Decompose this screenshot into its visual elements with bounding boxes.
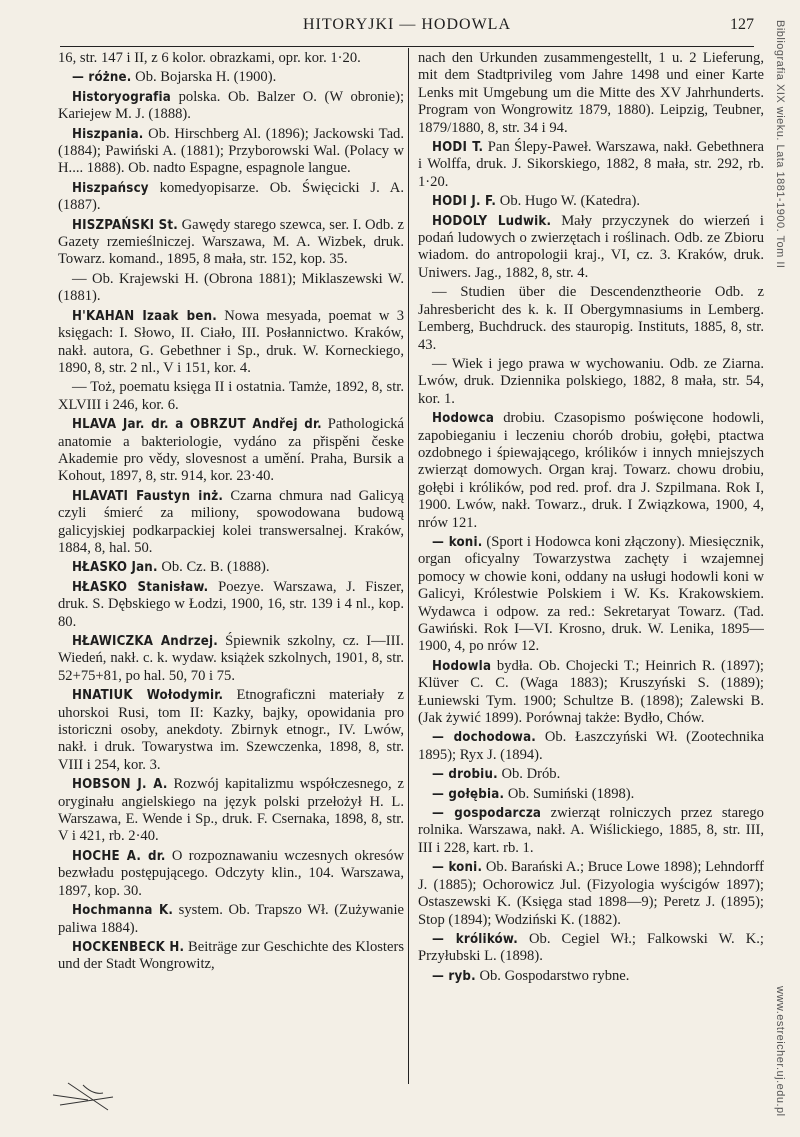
bibliography-entry bbox=[58, 776, 404, 846]
entry-text: Ob. Bojarska H. (1900). bbox=[131, 69, 277, 86]
bibliography-entry bbox=[418, 534, 764, 656]
entry-headword: HLAVA Jar. dr. a OBRZUT Andřej dr. bbox=[72, 417, 322, 433]
entry-text: Ob. Barański A.; Bruce Lowe 1898); Lehndorff J. (1885); Ochorowicz Jul. (Fizyologia wyścigów 1897); Ostaszewski K. (Księga stad 1898—9); Peretz J. (1895); Stop (1894); Wodziński K. (1882). bbox=[418, 859, 764, 928]
entry-text: Rozwój kapitalizmu współczesnego, z oryginału angielskiego na język polski przełożył H. L. Warszawa, E. Wende i Sp., druk. F. Csernaka, 1898, 8, str. V i 421, rb. 2·40. bbox=[58, 776, 404, 845]
entry-headword: — ryb. bbox=[432, 968, 476, 984]
bibliography-entry bbox=[418, 284, 764, 354]
bibliography-entry bbox=[418, 410, 764, 532]
bibliography-entry bbox=[418, 193, 764, 210]
side-caption-bibliography: Bibliografia XIX wieku. Lata 1881-1900. Tom II bbox=[774, 20, 786, 269]
bibliography-entry bbox=[418, 968, 764, 985]
entry-headword: Hiszpania. bbox=[72, 126, 144, 142]
entry-headword: — królików. bbox=[432, 931, 518, 947]
bibliography-entry bbox=[58, 579, 404, 631]
bibliography-entry bbox=[418, 139, 764, 191]
bibliography-entry bbox=[418, 50, 764, 137]
entry-headword: — koni. bbox=[432, 534, 483, 550]
entry-text: — Studien über die Descendenztheorie Odb. z Jahresbericht des k. k. II Obergymnasiums in Lemberg. Lemberg, Buchdruck. des stauropig. Instituts, 1885, 8, str. 43. bbox=[418, 284, 764, 353]
entry-headword: HOBSON J. A. bbox=[72, 777, 168, 793]
bibliography-entry bbox=[418, 729, 764, 764]
running-header bbox=[60, 14, 754, 40]
header-rule bbox=[60, 46, 754, 47]
bibliography-entry bbox=[58, 180, 404, 215]
column-divider bbox=[408, 48, 409, 1084]
entry-text: Etnograficzni materiały z uhorskoi Rusi, tom II: Kazky, bajky, opowidania pro istoriczni osoby, anekdoty. Zbirnyk etnogr., IV. Lwów, nakł. i druk. Towarystwa im. Szewczenka, 1898, 8, str. VIII i 254, kor. 3. bbox=[58, 687, 404, 773]
bibliography-entry bbox=[58, 633, 404, 685]
entry-headword: Historyografia bbox=[72, 89, 171, 105]
entry-text: Ob. Cegiel Wł.; Falkowski W. K.; Przyłubski L. (1898). bbox=[418, 930, 764, 965]
bibliography-entry bbox=[58, 271, 404, 306]
entry-text: Ob. Łaszczyński Wł. (Zootechnika 1895); Ryx J. (1894). bbox=[418, 729, 764, 763]
entry-text: komedyopisarze. Ob. Święcicki J. A. (1887). bbox=[58, 179, 404, 214]
entry-text: Poezye. Warszawa, J. Fiszer, druk. S. Dębskiego w Łodzi, 1900, 16, str. 139 i 4 nl., kop. 80. bbox=[58, 578, 404, 630]
bibliography-entry bbox=[58, 217, 404, 269]
bibliography-entry bbox=[418, 766, 764, 783]
handwritten-signature-mark bbox=[48, 1055, 118, 1115]
entry-text: Pan Ślepy-Paweł. Warszawa, nakł. Gebethnera i Wolffa, druk. J. Sikorskiego, 1882, 8 mała, str. 292, rb. 1·20. bbox=[418, 139, 764, 190]
entry-headword: H'KAHAN Izaak ben. bbox=[72, 308, 217, 324]
entry-text: O rozpoznawaniu wczesnych okresów bezwładu postępującego. Odczyty klin., 104. Warszawa, 1897, kop. 30. bbox=[58, 847, 404, 899]
entry-headword: — drobiu. bbox=[432, 767, 498, 783]
left-column bbox=[58, 50, 404, 1090]
bibliography-entry bbox=[418, 658, 764, 728]
bibliography-entry bbox=[58, 416, 404, 486]
entry-text: Mały przyczynek do wierzeń i podań ludowych o zwierzętach i roślinach. Odb. ze Zbioru wiadom. do antropologii kraj., VI, cz. 3. Kraków, druk. Uniwers. Jag., 1882, 8, str. 4. bbox=[418, 212, 764, 281]
entry-headword: HŁAWICZKA Andrzej. bbox=[72, 634, 219, 649]
entry-text: polska. Ob. Balzer O. (W obronie); Kariejew M. J. (1888). bbox=[58, 88, 404, 123]
bibliography-entry bbox=[58, 848, 404, 900]
entry-text: Ob. Gospodarstwo rybne. bbox=[475, 967, 630, 984]
entry-headword: HODI T. bbox=[432, 140, 484, 156]
entry-text: — Wiek i jego prawa w wychowaniu. Odb. ze Ziarna. Lwów, druk. Dziennika polskiego, 1882, 8 mała, str. 54, kor. 1. bbox=[418, 355, 764, 407]
bibliography-entry bbox=[58, 69, 404, 86]
entry-headword: HOCHE A. dr. bbox=[72, 848, 166, 864]
entry-headword: Hodowla bbox=[432, 658, 492, 674]
entry-headword: — gołębia. bbox=[432, 786, 505, 802]
entry-text: 16, str. 147 i II, z 6 kolor. obrazkami, opr. kor. 1·20. bbox=[58, 50, 361, 66]
bibliography-entry bbox=[58, 89, 404, 124]
entry-text: Ob. Hirschberg Al. (1896); Jackowski Tad. (1884); Pawiński A. (1881); Przyborowski Wal. (Polacy w H.... 1888). Ob. nadto Espagne, espagnole langue. bbox=[58, 125, 404, 177]
entry-headword: HOCKENBECK H. bbox=[72, 939, 185, 955]
bibliography-entry bbox=[418, 786, 764, 803]
bibliography-entry bbox=[58, 379, 404, 414]
entry-headword: HODI J. F. bbox=[432, 194, 497, 210]
entry-headword: Hiszpańscy bbox=[72, 180, 149, 196]
entry-text: Czarna chmura nad Galicyą czyli śmierć za miliony, spowodowana budową galicyjskiej podkarpackiej kolei transwersalnej. Kraków, 1884, 8, hal. 50. bbox=[58, 487, 404, 556]
side-caption-url: www.estreicher.uj.edu.pl bbox=[774, 986, 786, 1117]
bibliography-entry bbox=[58, 902, 404, 937]
entry-text: system. Ob. Trapszo Wł. (Zużywanie paliwa 1884). bbox=[58, 902, 404, 936]
entry-text: Śpiewnik szkolny, cz. I—III. Wiedeń, nakł. c. k. wydaw. książek szkolnych, 1901, 8, str. 52+75+81, po hal. 50, 70 i 75. bbox=[58, 633, 404, 684]
bibliography-entry bbox=[418, 356, 764, 408]
entry-text: bydła. Ob. Chojecki T.; Heinrich R. (1897); Klüver C. C. (Waga 1883); Kruszyński S. (1889); Łuniewski Tym. 1900; Schultze B. (1898); Zalewski B. (Jak żywić 1899). Porównaj także: Bydło, Chów. bbox=[418, 657, 764, 727]
entry-headword: — różne. bbox=[72, 70, 132, 86]
bibliography-entry bbox=[58, 559, 404, 576]
entry-text: Beiträge zur Geschichte des Klosters und der Stadt Wongrowitz, bbox=[58, 938, 404, 973]
entry-text: Gawędy starego szewca, ser. I. Odb. z Gazety rzemieślniczej. Warszawa, M. A. Wizbek, druk. Towarz. komand., 1895, 8 mała, str. 152, kop. 35. bbox=[58, 216, 404, 268]
entry-text: Ob. Sumiński (1898). bbox=[504, 785, 635, 802]
entry-headword: HŁASKO Jan. bbox=[72, 560, 158, 576]
entry-text: Pathologická anatomie a bakteriologie, vydáno za přispěni česke Akademie pro vědy, slovesnost a umění. Praha, Bursik a Kohout, 1897, 8, str. 914, kor. 23·40. bbox=[58, 416, 404, 485]
entry-headword: HNATIUK Wołodymir. bbox=[72, 688, 224, 704]
entry-headword: HŁASKO Stanisław. bbox=[72, 579, 209, 595]
entry-headword: — gospodarcza bbox=[432, 806, 542, 822]
entry-text: zwierząt rolniczych przez starego rolnika. Warszawa, nakł. A. Wiślickiego, 1885, 8, str. III, III i 228, kart. rb. 1. bbox=[418, 805, 764, 856]
bibliography-entry bbox=[418, 859, 764, 929]
entry-headword: — koni. bbox=[432, 860, 483, 876]
bibliography-entry bbox=[58, 687, 404, 774]
page-number: 127 bbox=[730, 16, 754, 33]
entry-headword: HISZPAŃSKI St. bbox=[72, 217, 178, 233]
entry-text: — Toż, poematu księga II i ostatnia. Tamże, 1892, 8, str. XLVIII i 246, kor. 6. bbox=[58, 379, 404, 413]
entry-headword: Hochmanna K. bbox=[72, 903, 174, 919]
bibliography-entry bbox=[418, 213, 764, 283]
entry-headword: — dochodowa. bbox=[432, 730, 536, 746]
bibliography-entry bbox=[58, 126, 404, 178]
bibliography-entry bbox=[58, 50, 404, 67]
entry-headword: Hodowca bbox=[432, 411, 495, 427]
right-column bbox=[418, 50, 764, 1090]
bibliography-entry bbox=[58, 308, 404, 378]
entry-text: Ob. Cz. B. (1888). bbox=[157, 559, 270, 576]
entry-text: drobiu. Czasopismo poświęcone hodowli, zapobieganiu i leczeniu chorób drobiu, gołębi, ptactwa ozdobnego i śpiewającego, królików i innych mniejszych zwierząt domowych. Organ kraj. Towarz. chowu drobiu, gołębi i królików, pod red. prof. dra J. Szpilmana. Rok I, 1900. Lwów, nakł. Towarz., druk. I Związkowa, 1900, 4, nrów 121. bbox=[418, 410, 764, 531]
entry-headword: HODOLY Ludwik. bbox=[432, 213, 552, 229]
entry-text: — Ob. Krajewski H. (Obrona 1881); Miklaszewski W. (1881). bbox=[58, 270, 404, 305]
page-header-title: HITORYJKI — HODOWLA bbox=[302, 16, 512, 33]
bibliography-entry bbox=[58, 939, 404, 974]
entry-text: Ob. Hugo W. (Katedra). bbox=[496, 193, 641, 210]
entry-text: Ob. Drób. bbox=[497, 766, 561, 783]
entry-text: Nowa mesyada, poemat w 3 księgach: I. Słowo, II. Ciało, III. Posłannictwo. Kraków, nakł. autora, G. Gebethner i Sp., druk. W. Korneckiego, 1890, 8, str. 2 nl., V i 151, kor. 4. bbox=[58, 307, 404, 376]
entry-headword: HLAVATI Faustyn inż. bbox=[72, 488, 224, 504]
entry-text: (Sport i Hodowca koni złączony). Miesięcznik, organ oficyalny Towarzystwa zachęty i wzajemnej pomocy w chowie koni, oddany na usługi hodowli koni w Galicyi, Królestwie Polskiem i W. Ks. Krakowskiem. Wydawca i odpow. za red.: Sekretaryat Towarz. (Tad. Gawiński. Rok I—VI. Krosno, druk. W. Lenika, 1895—1900, 4, po nrów 12. bbox=[418, 533, 764, 655]
entry-text: nach den Urkunden zusammengestellt, 1 u. 2 Lieferung, mit dem Stadtprivileg vom Jahre 1498 und einer Karte Lenks mit Umgebung um die Mitte des XV Jahrhunderts. Program von Wongrowitz 1879, 1880). Leipzig, Teubner, 1879/1880, 8, str. 34 i 94. bbox=[418, 50, 764, 136]
bibliography-entry bbox=[418, 931, 764, 966]
bibliography-entry bbox=[418, 805, 764, 857]
bibliography-entry bbox=[58, 488, 404, 558]
